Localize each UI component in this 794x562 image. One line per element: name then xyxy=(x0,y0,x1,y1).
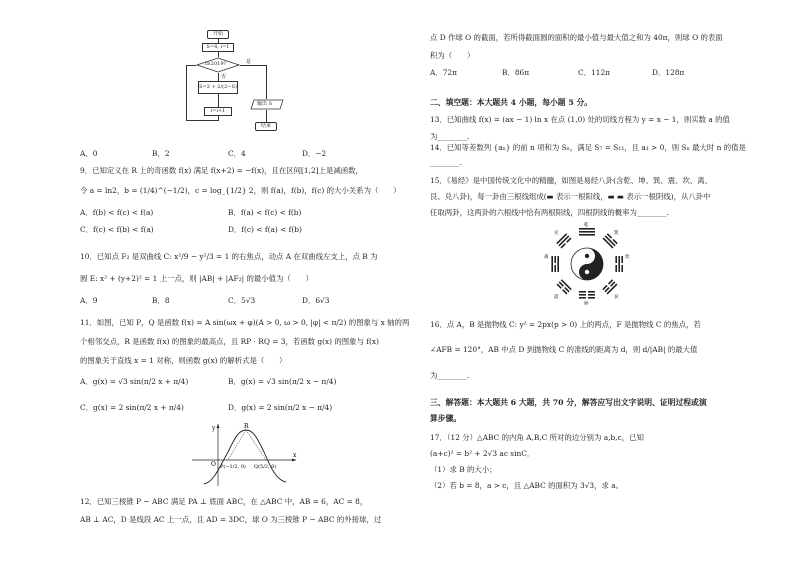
q10-option-a: A．9 xyxy=(80,296,98,305)
trigram-northwest xyxy=(556,233,571,248)
q15-line1: 15．《易经》是中国传统文化中的精髓，如图是易经八卦(含乾、坤、巽、震、坎、离、 xyxy=(430,176,713,185)
bagua-label-dui: 兑 xyxy=(554,231,559,236)
q17-line2: (a+c)² = b² + 2√3 ac sinC． xyxy=(430,449,535,458)
flow-assign: S=2 + 2/(2−S) xyxy=(198,81,238,94)
q13-line2: 为________. xyxy=(430,132,470,141)
q16-line1: 16．点 A，B 是抛物线 C: y² = 2px(p > 0) 上的两点，F 是抛物线 C 的焦点，若 xyxy=(430,320,701,329)
q17-sub2: （2）若 b = 8，a > c，且 △ABC 的面积为 3√3，求 a。 xyxy=(430,481,624,490)
q9-line2: 令 a = ln2，b = (1/4)^(−1/2)，c = log_{1/2} 2，则 f(a)，f(b)，f(c) 的大小关系为（ ） xyxy=(80,186,401,195)
q11-sine-graph xyxy=(190,422,300,488)
section-3-heading-line2: 算步骤。 xyxy=(430,414,462,423)
q9-line1: 9．已知定义在 R 上的奇函数 f(x) 满足 f(x+2) = −f(x)，且在区间[1,2]上是减函数， xyxy=(80,166,363,175)
flow-no-label: 否 xyxy=(221,74,227,80)
q11-option-b: B．g(x) = √3 sin(π/2 x − π/4) xyxy=(228,377,337,386)
q12-option-c: C．112π xyxy=(578,68,611,77)
q9-option-c: C．f(c) < f(b) < f(a) xyxy=(80,225,154,234)
trigram-east xyxy=(615,256,623,272)
q13-line1: 13．已知曲线 f(x) = (ax − 1) ln x 在点 (1,0) 处的切线方程为 y = x − 1，则实数 a 的值 xyxy=(430,115,730,124)
q11-graph-r-label: R xyxy=(244,423,249,430)
flow-init: S=4, i=1 xyxy=(202,43,234,52)
flow-start: 开始 xyxy=(207,30,229,39)
q10-line1: 10．已知点 F₂ 是双曲线 C: x²/9 − y²/3 = 1 的右焦点，动点 A 在双曲线左支上，点 B 为 xyxy=(80,252,378,261)
trigram-southwest xyxy=(557,279,572,294)
flow-output-label: 输出 S xyxy=(257,101,273,107)
bagua-label-xun: 巽 xyxy=(614,231,619,236)
q9-option-d: D．f(c) < f(a) < f(b) xyxy=(228,225,302,234)
bagua-label-li: 离 xyxy=(544,255,549,260)
q10-option-c: C．5√3 xyxy=(228,296,256,305)
q15-line2: 艮、兑八卦)，每一卦由三根线组成(▬ 表示一根阳线，▬ ▬ 表示一根阴线)，从八卦中 xyxy=(430,192,711,201)
flow-yes-label: 是 xyxy=(246,59,252,65)
bagua-label-zhen: 震 xyxy=(554,295,559,300)
q9-option-a: A．f(b) < f(c) < f(a) xyxy=(80,208,154,217)
q11-option-a: A．g(x) = √3 sin(π/2 x + π/4) xyxy=(80,377,189,386)
q10-option-d: D．6√3 xyxy=(302,296,330,305)
bagua-label-qian: 乾 xyxy=(584,223,589,228)
q11-option-d: D．g(x) = 2 sin(π/2 x − π/4) xyxy=(228,403,333,412)
q17-line1: 17．（12 分）△ABC 的内角 A,B,C 所对的边分别为 a,b,c，已知 xyxy=(430,433,644,442)
q16-line3: 为________. xyxy=(430,371,470,380)
flow-condition-label: i≥2019? xyxy=(205,61,227,67)
section-3-heading-line1: 三、解答题：本大题共 6 大题，共 70 分，解答应写出文字说明、证明过程或演 xyxy=(430,398,707,407)
trigram-north xyxy=(579,228,595,236)
q11-option-c: C．g(x) = 2 sin(π/2 x + π/4) xyxy=(80,403,184,412)
flow-end: 结束 xyxy=(255,122,277,131)
q11-line1: 11．如图，已知 P，Q 是函数 f(x) = A sin(ωx + φ)(A > 0, ω > 0, |φ| < π/2) 的图象与 x 轴的两 xyxy=(80,318,410,327)
q16-line2: ∠AFB = 120°，AB 中点 D 到抛物线 C 的准线的距离为 d，则 d/|AB| 的最大值 xyxy=(430,345,698,354)
q8-option-d: D．−2 xyxy=(302,149,327,158)
bagua-figure xyxy=(542,222,632,306)
flow-inc: i=i+1 xyxy=(204,107,232,116)
bagua-label-gen: 艮 xyxy=(614,295,619,300)
q15-line3: 任取两卦，这两卦的六根线中恰有两根阳线，四根阴线的概率为________. xyxy=(430,208,669,217)
q10-line2: 圆 E: x² + (y+2)² = 1 上一点，则 |AB| + |AF₂| 的最小值为（ ） xyxy=(80,274,313,283)
q14-line1: 14．已知等差数列 {aₙ} 的前 n 项和为 Sₙ，满足 S₇ = S₁₁，且 a₁ > 0，则 Sₙ 最大时 n 的值是 xyxy=(430,143,746,152)
q8-option-a: A．0 xyxy=(80,149,98,158)
bagua-label-kun: 坤 xyxy=(584,302,589,306)
q11-graph-y-label: y xyxy=(212,425,216,432)
q8-option-b: B．2 xyxy=(152,149,170,158)
q8-option-c: C．4 xyxy=(228,149,246,158)
q14-line2: ________. xyxy=(430,158,462,167)
q12-line1: 12．已知三棱锥 P − ABC 满足 PA ⊥ 底面 ABC，在 △ABC 中，AB = 6，AC = 8， xyxy=(80,497,368,506)
q11-graph-x-label: x xyxy=(293,452,297,459)
q12-option-a: A．72π xyxy=(430,68,457,77)
q11-graph-q-label: Q(5/2, 0) xyxy=(254,464,277,470)
trigram-south xyxy=(579,291,595,299)
section-2-heading: 二、填空题：本大题共 4 小题，每小题 5 分。 xyxy=(430,98,593,107)
q17-sub1: （1）求 B 的大小； xyxy=(430,465,497,474)
q11-graph-p-label: P(−1/2, 0) xyxy=(220,464,246,470)
q11-line3: 的图象关于直线 x = 1 对称，则函数 g(x) 的解析式是（ ） xyxy=(80,356,287,365)
bagua-label-kan: 坎 xyxy=(625,255,630,260)
trigram-southeast xyxy=(602,279,617,294)
q11-graph-origin-label: O xyxy=(211,461,216,468)
q12-line2: AB ⊥ AC，D 是线段 AC 上一点，且 AD = 3DC，球 O 为三棱锥 P − ABC 的外接球，过 xyxy=(80,515,382,524)
q11-line2: 个相邻交点，R 是函数 f(x) 的图象的最高点，且 RP · RQ = 3，若函数 g(x) 的图象与 f(x) xyxy=(80,337,379,346)
trigram-west xyxy=(551,256,559,272)
q12-option-d: D．128π xyxy=(652,68,685,77)
q12-option-b: B．86π xyxy=(502,68,530,77)
q9-option-b: B．f(a) < f(c) < f(b) xyxy=(228,208,302,217)
q10-option-b: B．8 xyxy=(152,296,170,305)
flowchart xyxy=(180,30,300,142)
q12-cont-line2: 积为（ ） xyxy=(430,51,475,60)
q12-cont-line1: 点 D 作球 O 的截面，若所得截面圆的面积的最小值与最大值之和为 40π，则球 O 的表面 xyxy=(430,33,723,42)
